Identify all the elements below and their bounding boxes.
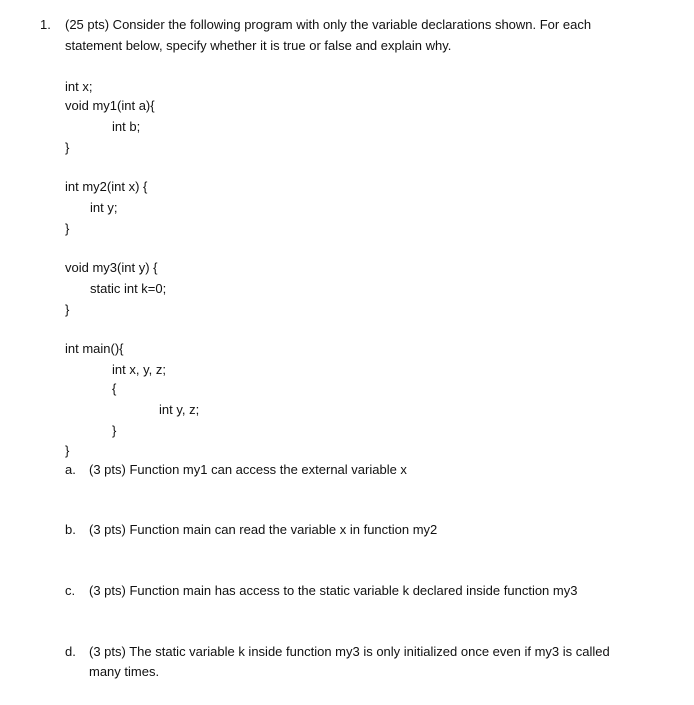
code-line: void my1(int a){ <box>65 98 155 113</box>
part-text: (3 pts) Function main has access to the static variable k declared inside function my3 <box>89 583 578 598</box>
code-line: } <box>65 302 70 317</box>
part-label: a. <box>65 462 76 477</box>
code-line: } <box>112 423 117 438</box>
code-line: int y, z; <box>159 402 200 417</box>
question-text-line-1: (25 pts) Consider the following program with only the variable declarations shown. For each <box>65 17 592 32</box>
code-line: { <box>112 381 117 396</box>
code-line: static int k=0; <box>90 281 167 296</box>
part-label: d. <box>65 644 76 659</box>
part-label: c. <box>65 583 76 598</box>
code-line: void my3(int y) { <box>65 260 158 275</box>
part-text: (3 pts) Function main can read the variable x in function my2 <box>89 522 438 537</box>
code-line: } <box>65 443 70 458</box>
code-line: int y; <box>90 200 118 215</box>
question-text-line-2: statement below, specify whether it is true or false and explain why. <box>65 38 452 53</box>
question-number: 1. <box>40 17 51 32</box>
part-text: (3 pts) The static variable k inside function my3 is only initialized once even if my3 is called <box>89 644 610 659</box>
code-line: int x; <box>65 79 93 94</box>
code-line: } <box>65 140 70 155</box>
part-text: (3 pts) Function my1 can access the external variable x <box>89 462 407 477</box>
part-text-continued: many times. <box>89 664 160 679</box>
code-line: int b; <box>112 119 141 134</box>
code-line: int my2(int x) { <box>65 179 148 194</box>
part-label: b. <box>65 522 76 537</box>
code-line: int x, y, z; <box>112 362 166 377</box>
code-line: } <box>65 221 70 236</box>
code-line: int main(){ <box>65 341 124 356</box>
